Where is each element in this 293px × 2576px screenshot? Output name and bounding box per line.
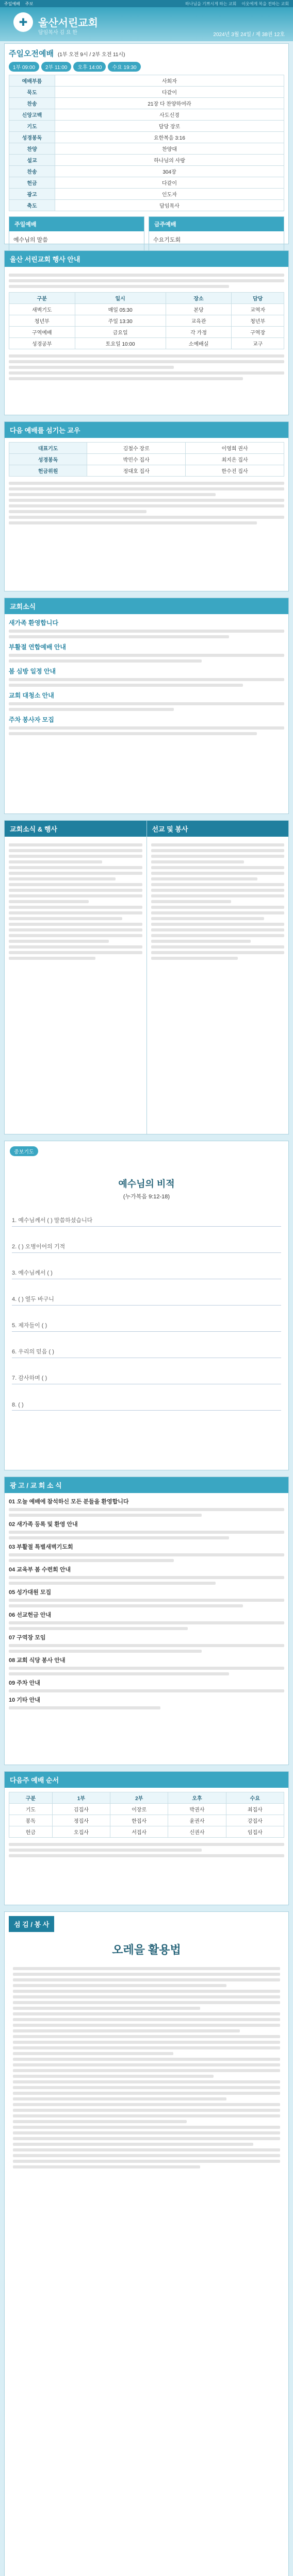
- order-detail: 요한복음 3:16: [55, 132, 284, 143]
- cell: 성경공부: [9, 338, 75, 349]
- table-row: [9, 166, 284, 177]
- announcement-item: 07 구역장 모임: [9, 1635, 46, 1641]
- server: 박민수 집사: [87, 454, 186, 465]
- cell: 교구: [232, 338, 284, 349]
- cell: 최집사: [226, 1804, 284, 1815]
- cell: 각 가정: [166, 327, 232, 338]
- cell: 새벽기도: [9, 304, 75, 315]
- cell: 신권사: [168, 1826, 226, 1838]
- pastor-name: 담임목사 김 요 한: [38, 30, 77, 36]
- news-section: [4, 820, 289, 1134]
- news-left: [5, 821, 147, 1134]
- order-item: 성경봉독: [9, 132, 55, 143]
- fill-in-line[interactable]: 5. 제자들이 ( ): [12, 1318, 281, 1332]
- order-item: 찬양: [9, 143, 55, 155]
- announcements-section: [4, 1477, 289, 1765]
- cell: 청년부: [9, 315, 75, 327]
- table-row: [9, 75, 284, 87]
- next-week-table: [9, 1792, 284, 1838]
- right-box-title: 금주예배: [149, 217, 284, 231]
- top-bar: [0, 0, 293, 7]
- order-item: 축도: [9, 200, 55, 211]
- table-row: [9, 465, 284, 477]
- table-row: [9, 338, 284, 349]
- table-row: [9, 177, 284, 189]
- servers-table: [9, 442, 284, 477]
- footer-article-section: [4, 1911, 289, 2576]
- cell: 교역자: [232, 304, 284, 315]
- announcement-item: 02 새가족 등록 및 환영 안내: [9, 1521, 78, 1528]
- column-header: 1부: [52, 1792, 110, 1804]
- sermon-title: 예수님의 비적: [118, 1179, 175, 1189]
- role: 성경봉독: [9, 454, 87, 465]
- announcement-item: 09 주차 안내: [9, 1680, 40, 1686]
- cell: 금요일: [75, 327, 166, 338]
- cell: 구역장: [232, 327, 284, 338]
- order-detail: 인도자: [55, 189, 284, 200]
- table-row: [9, 189, 284, 200]
- servers-section: [4, 421, 289, 591]
- notices-band: 교회소식: [5, 598, 288, 614]
- order-detail: 찬양대: [55, 143, 284, 155]
- cell: 서집사: [110, 1826, 168, 1838]
- order-item: 묵도: [9, 87, 55, 98]
- time-badge: 오후 14:00: [73, 62, 106, 72]
- cell: 소예배실: [166, 338, 232, 349]
- table-row: [9, 143, 284, 155]
- worship-times: [9, 62, 284, 72]
- order-detail: 21장 다 찬양하여라: [55, 98, 284, 109]
- sermon-reference: (누가복음 9:12-18): [123, 1194, 170, 1200]
- fill-in-line[interactable]: 4. ( ) 열두 바구니: [12, 1292, 281, 1306]
- announcement-item: 01 오늘 예배에 참석하신 모든 분들을 환영합니다: [9, 1499, 129, 1505]
- church-name: 울산서린교회: [38, 18, 98, 29]
- cell: 임집사: [226, 1826, 284, 1838]
- order-item: 설교: [9, 155, 55, 166]
- table-row: [9, 1804, 284, 1815]
- notice-item: 부활절 연합예배 안내: [9, 643, 66, 651]
- church-logo-icon: ✚: [13, 12, 33, 32]
- cell: 강집사: [226, 1815, 284, 1826]
- cell: 오집사: [52, 1826, 110, 1838]
- schedule-section: [4, 250, 289, 415]
- next-week-section: [4, 1771, 289, 1905]
- schedule-band: 울산 서린교회 행사 안내: [5, 251, 288, 267]
- worship-order-section: [4, 43, 289, 244]
- footer-title: 오레을 활용법: [112, 1943, 181, 1956]
- news-right-band: 선교 및 봉사: [147, 821, 289, 837]
- sermon-notes-pill: 중보기도: [10, 1146, 38, 1156]
- server: 최지은 집사: [186, 454, 284, 465]
- time-badge: 1부 09:00: [9, 62, 39, 72]
- cell: 청년부: [232, 315, 284, 327]
- notice-item: 교회 대청소 안내: [9, 692, 54, 699]
- table-row: [9, 155, 284, 166]
- news-left-band: 교회소식 & 행사: [5, 821, 146, 837]
- notice-item: 봄 심방 일정 안내: [9, 668, 56, 675]
- role: 헌금위원: [9, 465, 87, 477]
- table-row: [9, 327, 284, 338]
- notices-section: [4, 598, 289, 814]
- sermon-notes-section: [4, 1141, 289, 1470]
- cell: 한집사: [110, 1815, 168, 1826]
- cell: 토요일 10:00: [75, 338, 166, 349]
- slogan-1: 하나님을 기쁘시게 하는 교회: [185, 1, 237, 6]
- order-detail: 304장: [55, 166, 284, 177]
- schedule-table: [9, 292, 284, 349]
- announcement-item: 03 부활절 특별새벽기도회: [9, 1544, 73, 1550]
- header: [0, 7, 293, 41]
- order-detail: 하나님의 사랑: [55, 155, 284, 166]
- time-badge: 수요 19:30: [108, 62, 140, 72]
- table-row: [9, 1826, 284, 1838]
- left-box-text: 예수님의 말씀: [13, 237, 48, 243]
- slogan-2: 이웃에게 복을 전하는 교회: [241, 1, 289, 6]
- cell: 매일 05:30: [75, 304, 166, 315]
- table-row: [9, 132, 284, 143]
- table-row: [9, 443, 284, 454]
- cell: 기도: [9, 1804, 53, 1815]
- order-detail: 다같이: [55, 87, 284, 98]
- server: 정대호 집사: [87, 465, 186, 477]
- order-detail: 사도신경: [55, 109, 284, 121]
- table-row: [9, 109, 284, 121]
- notice-item: 주차 봉사자 모집: [9, 716, 54, 723]
- order-item: 헌금: [9, 177, 55, 189]
- table-row: [9, 200, 284, 211]
- order-detail: 담당 장로: [55, 121, 284, 132]
- cell: 봉독: [9, 1815, 53, 1826]
- table-row: [9, 98, 284, 109]
- column-header: 구분: [9, 1792, 53, 1804]
- cell: 교육관: [166, 315, 232, 327]
- order-detail: 사회자: [55, 75, 284, 87]
- order-detail: 다같이: [55, 177, 284, 189]
- server: 이영희 권사: [186, 443, 284, 454]
- table-row: [9, 1815, 284, 1826]
- cell: 김집사: [52, 1804, 110, 1815]
- table-header-row: [9, 293, 284, 304]
- notice-item: 새가족 환영합니다: [9, 619, 59, 626]
- news-right: [147, 821, 289, 1134]
- fill-in-line[interactable]: 3. 예수님께서 ( ): [12, 1265, 281, 1279]
- fill-in-line[interactable]: 7. 감사하며 ( ): [12, 1370, 281, 1384]
- fill-in-line[interactable]: 2. ( ) 오병이어의 기적: [12, 1239, 281, 1253]
- footer-band: 섬 김 / 봉 사: [9, 1916, 54, 1932]
- table-row: [9, 121, 284, 132]
- cell: 박권사: [168, 1804, 226, 1815]
- issue-date: 2024년 3월 24일 / 제 38권 12호: [213, 32, 285, 38]
- order-item: 찬송: [9, 166, 55, 177]
- table-row: [9, 87, 284, 98]
- order-item: 광고: [9, 189, 55, 200]
- left-box-title: 주일예배: [9, 217, 144, 231]
- table-row: [9, 454, 284, 465]
- server: 김철수 장로: [87, 443, 186, 454]
- table-row: [9, 315, 284, 327]
- worship-title: 주일오전예배: [9, 49, 54, 58]
- announcement-item: 05 성가대원 모집: [9, 1589, 52, 1596]
- order-item: 예배부름: [9, 75, 55, 87]
- column-header: 담당: [232, 293, 284, 304]
- order-item: 신앙고백: [9, 109, 55, 121]
- table-header-row: [9, 1792, 284, 1804]
- column-header: 오후: [168, 1792, 226, 1804]
- worship-subtitle: (1부 오전 9시 / 2부 오전 11시): [57, 52, 125, 58]
- cell: 헌금: [9, 1826, 53, 1838]
- cell: 정집사: [52, 1815, 110, 1826]
- right-box-text: 수요기도회: [153, 237, 181, 243]
- column-header: 장소: [166, 293, 232, 304]
- next-week-band: 다음주 예배 순서: [5, 1772, 288, 1788]
- column-header: 일시: [75, 293, 166, 304]
- fill-in-line[interactable]: 1. 예수님께서 ( ) 말씀하셨습니다: [12, 1213, 281, 1227]
- worship-order-table: [9, 75, 284, 211]
- servers-band: 다음 예배를 섬기는 교우: [5, 422, 288, 438]
- server: 한수진 집사: [186, 465, 284, 477]
- order-detail: 담임목사: [55, 200, 284, 211]
- cell: 구역예배: [9, 327, 75, 338]
- tab-bulletin[interactable]: 주보: [25, 1, 34, 6]
- cell: 이장로: [110, 1804, 168, 1815]
- table-row: [9, 304, 284, 315]
- cell: 본당: [166, 304, 232, 315]
- time-badge: 2부 11:00: [41, 62, 71, 72]
- fill-in-line[interactable]: 8. ( ): [12, 1397, 281, 1411]
- tab-worship[interactable]: 주일예배: [4, 1, 20, 6]
- announcement-item: 08 교회 식당 봉사 안내: [9, 1657, 66, 1664]
- announcement-item: 04 교육부 봄 수련회 안내: [9, 1567, 71, 1573]
- order-item: 찬송: [9, 98, 55, 109]
- footer-body: [5, 1957, 288, 2178]
- column-header: 2부: [110, 1792, 168, 1804]
- announcement-item: 10 기타 안내: [9, 1697, 40, 1703]
- fill-in-line[interactable]: 6. 우리의 믿음 ( ): [12, 1344, 281, 1358]
- cell: 윤권사: [168, 1815, 226, 1826]
- order-item: 기도: [9, 121, 55, 132]
- announcement-item: 06 선교헌금 안내: [9, 1612, 52, 1618]
- announcements-band: 광 고 / 교 회 소 식: [5, 1477, 288, 1493]
- column-header: 구분: [9, 293, 75, 304]
- role: 대표기도: [9, 443, 87, 454]
- cell: 주일 13:30: [75, 315, 166, 327]
- column-header: 수요: [226, 1792, 284, 1804]
